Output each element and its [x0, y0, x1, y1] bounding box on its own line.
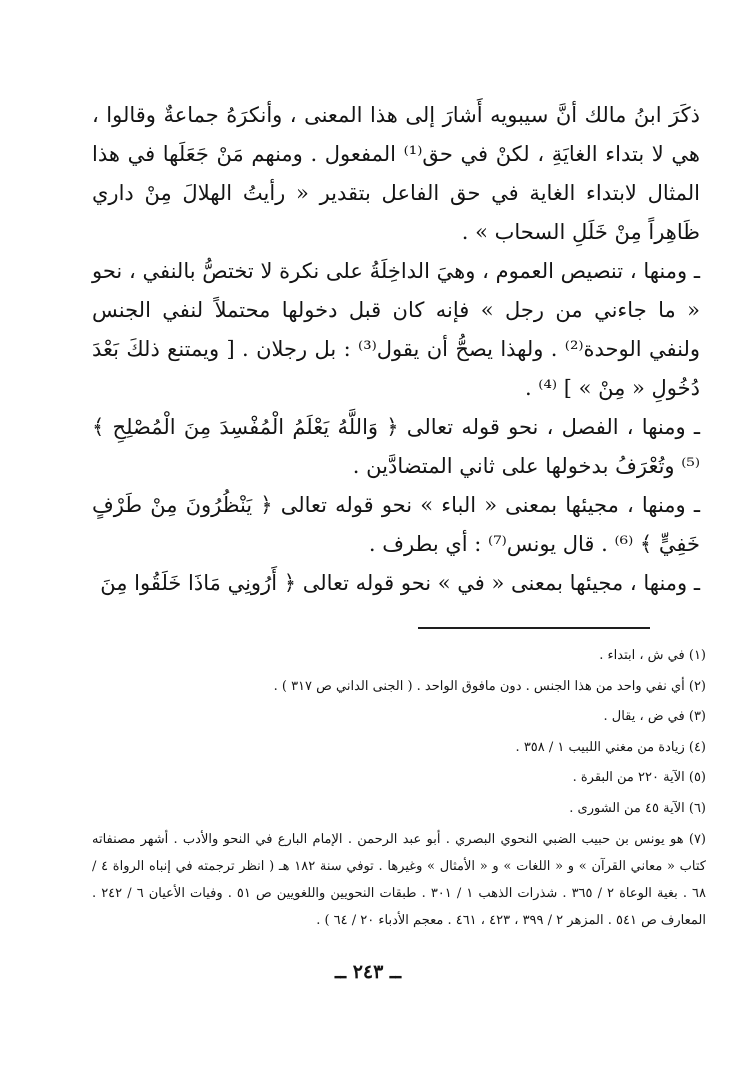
footnote: (١) في ش ، ابتداء .: [599, 648, 706, 663]
footnote: (٣) في ض ، يقال .: [603, 709, 706, 724]
paragraph: ـ ومنها ، الفصل ، نحو قوله تعالى ﴿ وَاللَّهُ يَعْلَمُ الْمُفْسِدَ مِنَ الْمُصْلِحِ ﴾ ⁽⁵⁾ وتُعْرَفُ بدخولها على ثاني المتضادَّين .: [92, 415, 700, 478]
paragraph: ـ ومنها ، مجيئها بمعنى « في » نحو قوله تعالى ﴿ أَرُونِي مَاذَا خَلَقُوا مِنَ: [100, 571, 700, 595]
footnote: (٤) زيادة من مغني اللبيب ١ / ٣٥٨ .: [515, 739, 706, 755]
paragraph: ـ ومنها ، تنصيص العموم ، وهيَ الداخِلَةُ على نكرة لا تختصُّ بالنفي ، نحو « ما جاءني من رجل » فإنه كان قبل دخولها محتملاً لنفي الجنس ولنفي الوحدة⁽²⁾ . ولهذا يصحُّ أن يقول⁽³⁾ : بل رجلان . [ ويمتنع ذلكَ بَعْدَ دُخُولِ « مِنْ » ] ⁽⁴⁾ .: [92, 259, 700, 400]
footnotes: [92, 641, 706, 934]
footnote: (٢) أي نفي واحد من هذا الجنس . دون مافوق الواحد . ( الجنى الداني ص ٣١٧ ) .: [273, 678, 706, 694]
footnote: (٥) الآية ٢٢٠ من البقرة .: [572, 770, 706, 785]
page-number: ــ ٢٤٣ ــ: [334, 961, 402, 983]
paragraph: ذكَرَ ابنُ مالك أنَّ سيبويه أَشارَ إلى هذا المعنى ، وأنكرَهُ جماعةٌ وقالوا ، هي لا بتداء الغايَةِ ، لكنْ في حق⁽¹⁾ المفعول . ومنهم مَنْ جَعَلَها في هذا المثال لابتداء الغاية في حق الفاعل بتقدير « رأيتُ الهلالَ مِنْ داري ظَاهِراً مِنْ خَلَلِ السحاب » .: [92, 103, 700, 244]
footnote: (٧) هو يونس بن حبيب الضبي النحوي البصري . أبو عبد الرحمن . الإمام البارع في النحو والأدب . أشهر مصنفاته كتاب « معاني القرآن » و « اللغات » و « الأمثال » وغيرها . توفي سنة ١٨٢ هـ ( انظر ترجمته في إنباه الرواة ٤ / ٦٨ . بغية الوعاة ٢ / ٣٦٥ . شذرات الذهب ١ / ٣٠١ . طبقات النحويين واللغويين ص ٥١ . وفيات الأعيان ٦ / ٢٤٢ . المعارف ص ٥٤١ . المزهر ٢ / ٣٩٩ ، ٤٢٣ ، ٤٦١ . معجم الأدباء ٢٠ / ٦٤ ) .: [92, 832, 707, 928]
footnote: (٦) الآية ٤٥ من الشورى .: [569, 800, 706, 816]
main-text: [92, 96, 700, 603]
footnote-divider: [418, 627, 650, 629]
paragraph: ـ ومنها ، مجيئها بمعنى « الباء » نحو قوله تعالى ﴿ يَنْظُرُونَ مِنْ طَرْفٍ خَفِيٍّ ﴾ ⁽⁶⁾ . قال يونس⁽⁷⁾ : أي بطرف .: [92, 493, 700, 556]
